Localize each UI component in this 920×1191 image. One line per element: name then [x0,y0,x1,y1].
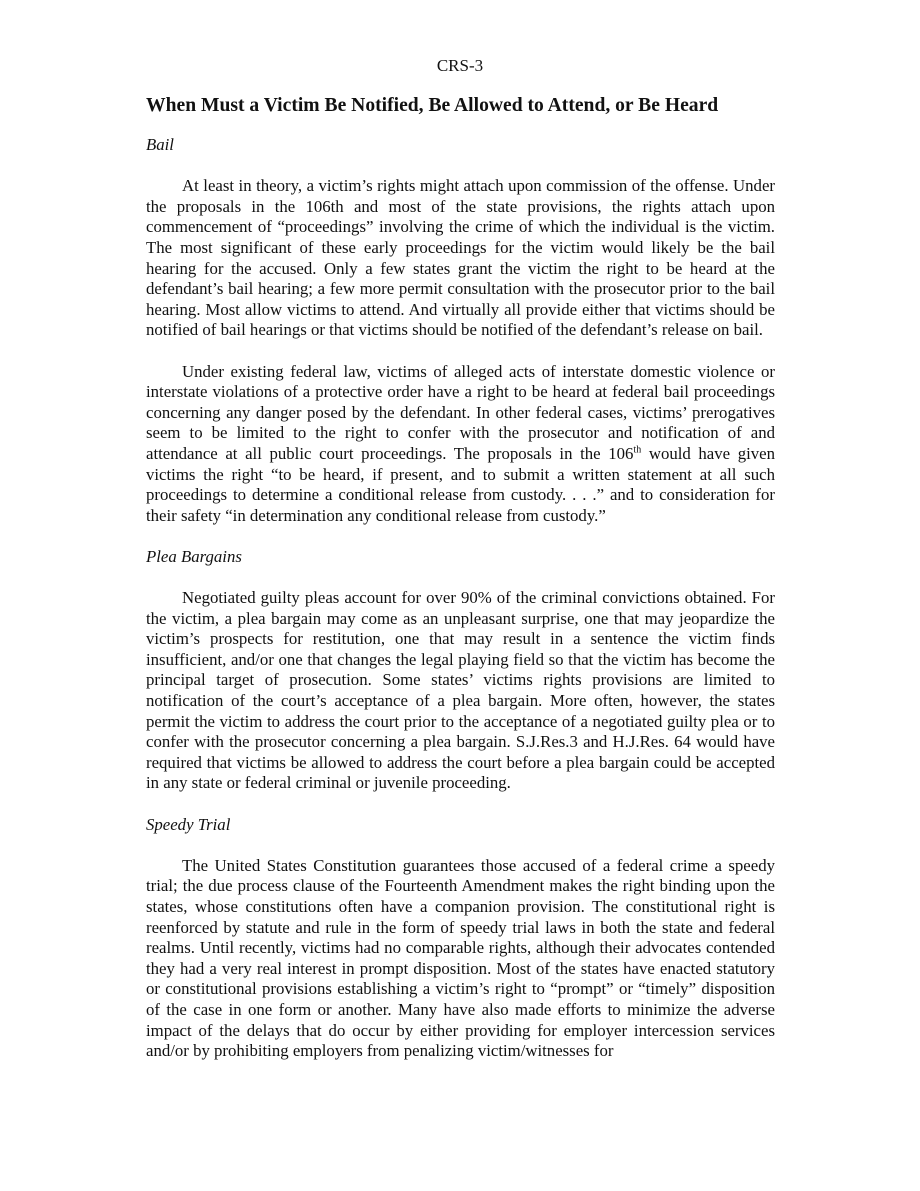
ordinal-superscript: th [633,444,642,456]
document-body [146,94,775,1062]
paragraph-bail-1: At least in theory, a victim’s rights might attach upon commission of the offense. Under the proposals in the 106th and most of the state provisions, the rights attach upon commencement of “proceedings” involving the crime of which the individual is the victim. The most significant of these early proceedings for the victim would likely be the bail hearing for the accused. Only a few states grant the victim the right to be heard at the defendant’s bail hearing; a few more permit consultation with the prosecutor prior to the bail hearing. Most allow victims to attend. And virtually all provide either that victims should be notified of bail hearings or that victims should be notified of the defendant’s release on bail. [146,176,775,340]
subheading-plea-bargains: Plea Bargains [146,546,242,566]
paragraph-bail-2 [146,362,775,527]
subheading-bail: Bail [146,135,174,154]
paragraph-bail-2-text-b: would have given victims the right “to be heard, if present, and to submit a written statement at all such proceedings to determine a conditional release from custody. . . .” and to consideration for their safety “in determination any conditional release from custody.” [146,443,775,525]
page-number-header: CRS-3 [436,56,484,75]
paragraph-plea-bargains: Negotiated guilty pleas account for over 90% of the criminal convictions obtained. For the victim, a plea bargain may come as an unpleasant surprise, one that may jeopardize the victim’s prospects for restitution, one that may result in a sentence the victim finds insufficient, and/or one that changes the legal playing field so that the victim has become the principal target of prosecution. Some states’ victims rights provisions are limited to notification of the court’s acceptance of a plea bargain. More often, however, the states permit the victim to address the court prior to the acceptance of a negotiated guilty plea or to confer with the prosecutor concerning a plea bargain. S.J.Res.3 and H.J.Res. 64 would have required that victims be allowed to address the court before a plea bargain could be accepted in any state or federal criminal or juvenile proceeding. [146,588,775,793]
section-title: When Must a Victim Be Notified, Be Allowed to Attend, or Be Heard [146,95,719,116]
paragraph-bail-2-text-a: Under existing federal law, victims of alleged acts of interstate domestic violence or interstate violations of a protective order have a right to be heard at federal bail proceedings concerning any danger posed by the defendant. In other federal cases, victims’ prerogatives seem to be limited to the right to confer with the prosecutor and notification of and attendance at all public court proceedings. The proposals in the 106 [146,361,775,463]
paragraph-speedy-trial: The United States Constitution guarantees those accused of a federal crime a speedy trial; the due process clause of the Fourteenth Amendment makes the right binding upon the states, whose constitutions often have a companion provision. The constitutional right is reenforced by statute and rule in the form of speedy trial laws in both the state and federal realms. Until recently, victims had no comparable rights, although their advocates contended they had a very real interest in prompt disposition. Most of the states have enacted statutory or constitutional provisions establishing a victim’s right to “prompt” or “timely” disposition of the case in one form or another. Many have also made efforts to minimize the adverse impact of the delays that do occur by either providing for employer intercession services and/or by prohibiting employers from penalizing victim/witnesses for [146,855,775,1061]
subheading-speedy-trial: Speedy Trial [146,814,231,834]
